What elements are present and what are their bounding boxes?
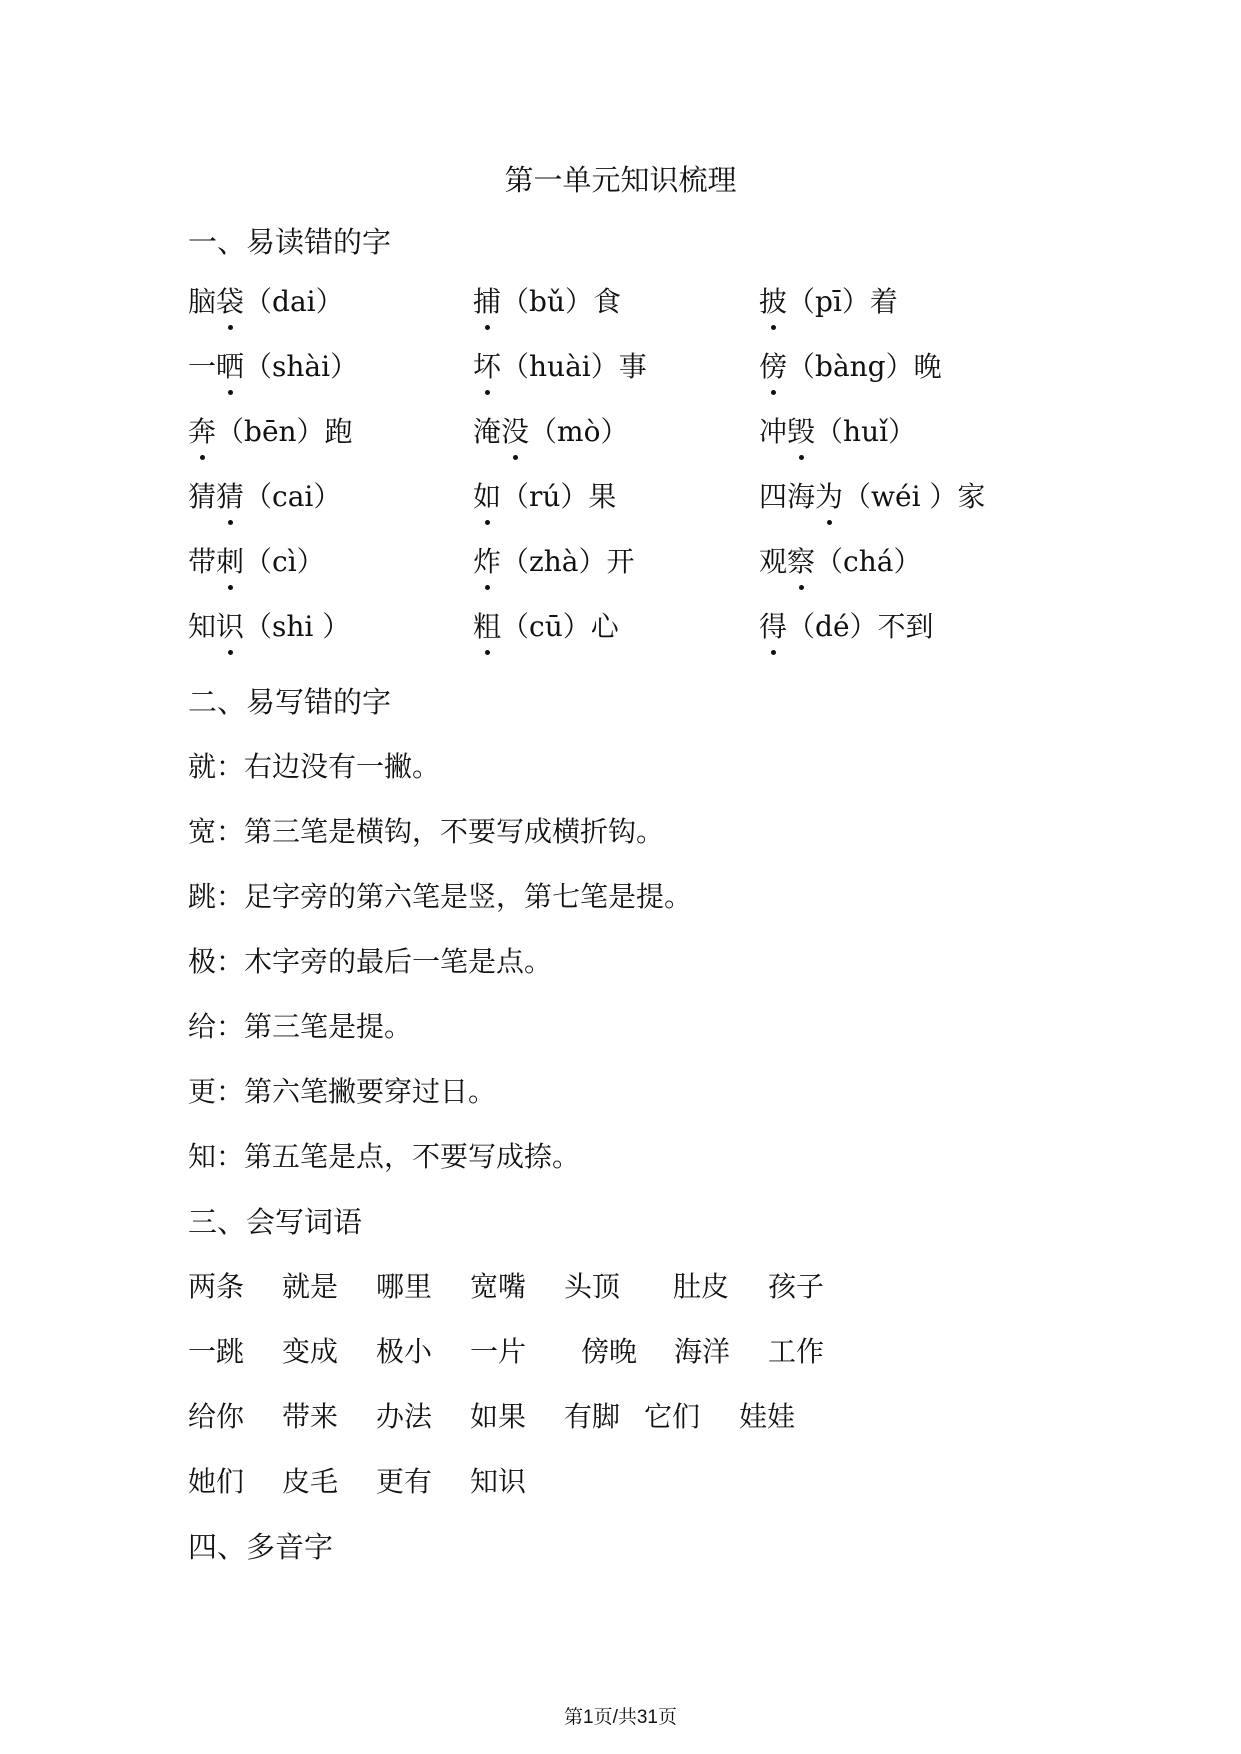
section-heading-easy-miswrite: 二、易写错的字 xyxy=(188,685,392,719)
vocab-word: 皮毛 xyxy=(282,1465,339,1498)
vocab-word: 一跳 xyxy=(188,1335,245,1368)
emphasis-char: 坏 xyxy=(473,347,501,387)
page-number: 第1页/共31页 xyxy=(564,1707,677,1728)
pinyin-row xyxy=(188,347,1088,412)
writing-rule: 就：右边没有一撇。 xyxy=(188,750,441,783)
writing-rule: 极：木字旁的最后一笔是点。 xyxy=(188,945,553,978)
pinyin-entry: 捕（bǔ）食 xyxy=(473,282,621,322)
emphasis-char: 奔 xyxy=(188,412,216,452)
pinyin-entry: 傍（bàng）晚 xyxy=(759,347,942,387)
pinyin-entry: 淹没（mò） xyxy=(473,412,628,452)
pinyin-row xyxy=(188,607,1088,672)
emphasis-char: 没 xyxy=(501,412,529,452)
pinyin-entry: 脑袋（dai） xyxy=(188,282,344,322)
emphasis-char: 识 xyxy=(216,607,244,647)
vocab-word: 哪里 xyxy=(376,1270,433,1303)
pinyin-entry: 猜猜（cai） xyxy=(188,477,341,517)
emphasis-char: 如 xyxy=(473,477,501,517)
pinyin-entry: 坏（huài）事 xyxy=(473,347,647,387)
pinyin-entry: 粗（cū）心 xyxy=(473,607,619,647)
vocab-word: 办法 xyxy=(376,1400,433,1433)
emphasis-char: 为 xyxy=(815,477,843,517)
pinyin-entry: 炸（zhà）开 xyxy=(473,542,635,582)
emphasis-char: 披 xyxy=(759,282,787,322)
section-heading-vocabulary: 三、会写词语 xyxy=(188,1205,363,1239)
page-title: 第一单元知识梳理 xyxy=(504,163,737,197)
emphasis-char: 粗 xyxy=(473,607,501,647)
vocab-word: 它们 xyxy=(644,1400,701,1433)
vocab-word: 宽嘴 xyxy=(470,1270,527,1303)
vocab-word: 如果 xyxy=(470,1400,527,1433)
vocab-word: 海洋 xyxy=(674,1335,731,1368)
section-heading-easy-misread: 一、易读错的字 xyxy=(188,225,392,259)
pinyin-entry: 带刺（cì） xyxy=(188,542,325,582)
vocab-word: 肚皮 xyxy=(673,1270,730,1303)
vocab-word: 知识 xyxy=(470,1465,527,1498)
pinyin-entry: 知识（shi ） xyxy=(188,607,350,647)
pinyin-row xyxy=(188,542,1088,607)
emphasis-char: 傍 xyxy=(759,347,787,387)
writing-rule: 跳：足字旁的第六笔是竖，第七笔是提。 xyxy=(188,880,693,913)
emphasis-char: 袋 xyxy=(216,282,244,322)
pinyin-entry: 观察（chá） xyxy=(759,542,921,582)
writing-rule: 更：第六笔撇要穿过日。 xyxy=(188,1075,497,1108)
pinyin-entry: 得（dé）不到 xyxy=(759,607,934,647)
writing-rule: 知：第五笔是点，不要写成捺。 xyxy=(188,1140,581,1173)
emphasis-char: 得 xyxy=(759,607,787,647)
vocab-word: 就是 xyxy=(282,1270,339,1303)
emphasis-char: 察 xyxy=(787,542,815,582)
pinyin-grid xyxy=(188,282,1088,672)
emphasis-char: 炸 xyxy=(473,542,501,582)
emphasis-char: 刺 xyxy=(216,542,244,582)
vocab-word: 变成 xyxy=(282,1335,339,1368)
vocab-word: 带来 xyxy=(282,1400,339,1433)
section-heading-polyphones: 四、多音字 xyxy=(188,1530,334,1564)
vocab-word: 两条 xyxy=(188,1270,245,1303)
emphasis-char: 晒 xyxy=(216,347,244,387)
pinyin-entry: 如（rú）果 xyxy=(473,477,616,517)
emphasis-char: 毁 xyxy=(787,412,815,452)
pinyin-row xyxy=(188,412,1088,477)
vocab-word: 孩子 xyxy=(768,1270,825,1303)
vocab-word: 有脚 xyxy=(564,1400,621,1433)
vocab-word: 娃娃 xyxy=(739,1400,796,1433)
pinyin-entry: 四海为（wéi ）家 xyxy=(759,477,985,517)
vocab-word: 极小 xyxy=(376,1335,433,1368)
vocab-word: 一片 xyxy=(470,1335,527,1368)
pinyin-entry: 披（pī）着 xyxy=(759,282,898,322)
vocab-word: 她们 xyxy=(188,1465,245,1498)
pinyin-entry: 奔（bēn）跑 xyxy=(188,412,353,452)
emphasis-char: 猜 xyxy=(216,477,244,517)
writing-rule: 宽：第三笔是横钩，不要写成横折钩。 xyxy=(188,815,665,848)
vocab-word: 傍晚 xyxy=(581,1335,638,1368)
vocab-word: 更有 xyxy=(376,1465,433,1498)
vocab-word: 工作 xyxy=(768,1335,825,1368)
pinyin-row xyxy=(188,477,1088,542)
vocab-word: 给你 xyxy=(188,1400,245,1433)
emphasis-char: 捕 xyxy=(473,282,501,322)
pinyin-entry: 一晒（shài） xyxy=(188,347,358,387)
writing-rule: 给：第三笔是提。 xyxy=(188,1010,413,1043)
pinyin-entry: 冲毁（huǐ） xyxy=(759,412,916,452)
vocab-word: 头顶 xyxy=(564,1270,621,1303)
pinyin-row xyxy=(188,282,1088,347)
